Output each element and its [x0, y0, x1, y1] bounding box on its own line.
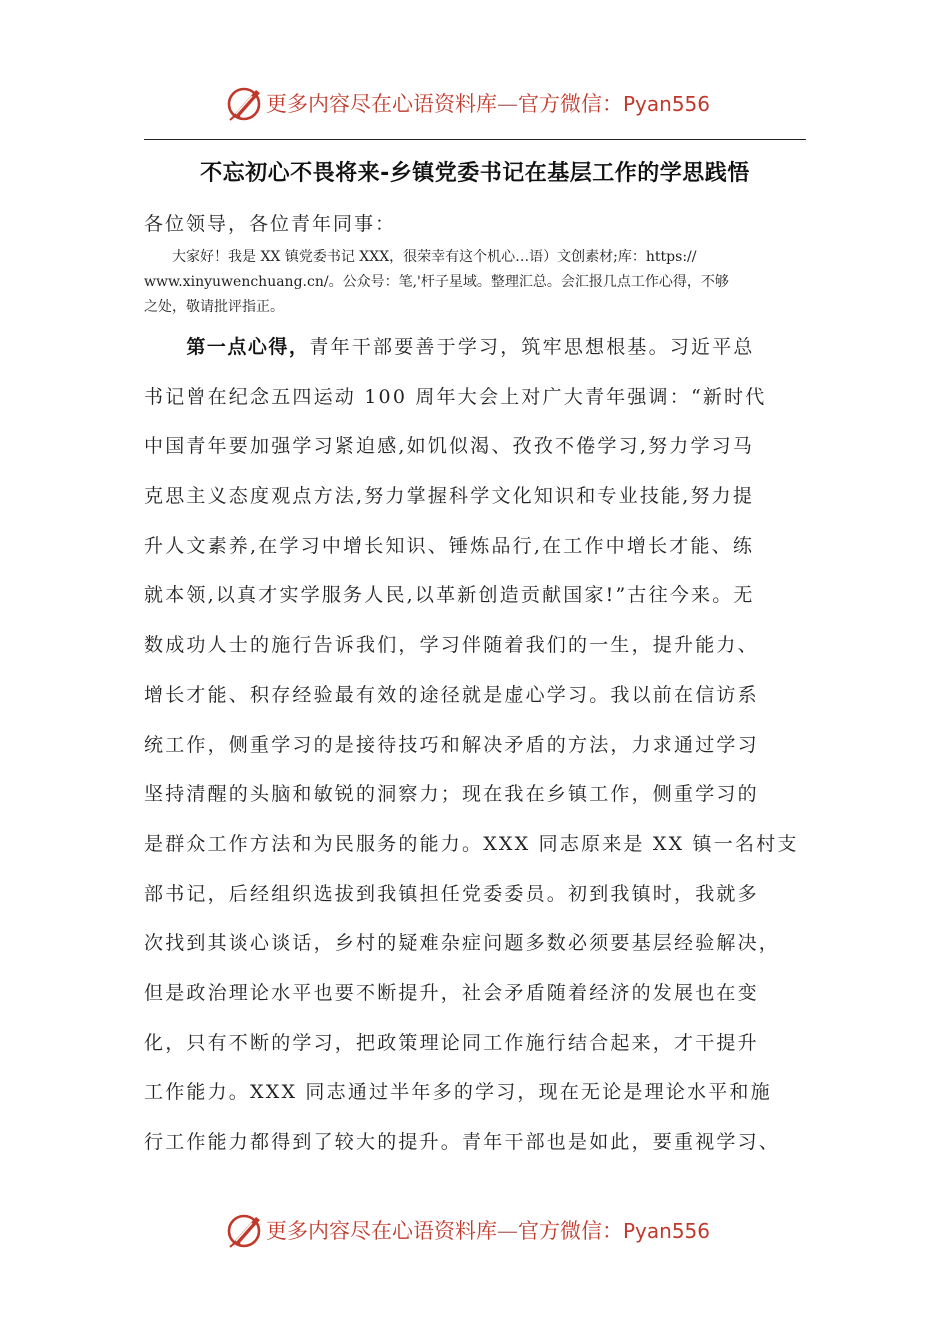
banner-main: 更多内容尽在心语资料库 — [266, 1219, 497, 1243]
intro-paragraph — [144, 245, 812, 320]
body-line: 中国青年要加强学习紧迫感,如饥似渴、孜孜不倦学习,努力学习马 — [144, 435, 755, 458]
body-first-rest: 青年干部要善于学习，筑牢思想根基。习近平总 — [309, 336, 755, 358]
body-line: 就本领,以真才实学服务人民,以革新创造贡献国家!”古往今来。无 — [144, 584, 755, 607]
banner-label: 官方微信： — [518, 92, 623, 116]
body-line: 是群众工作方法和为民服务的能力。XXX 同志原来是 XX 镇一名村支 — [144, 832, 799, 855]
header-rule — [144, 139, 806, 140]
body-line: 坚持清醒的头脑和敏锐的洞察力；现在我在乡镇工作，侧重学习的 — [144, 783, 759, 806]
intro-line: www.xinyuwenchuang.cn/。公众号：笔,'杆子星域。整理汇总。会汇报几点工作心得，不够 — [144, 274, 729, 290]
banner-dash: — — [497, 1219, 518, 1243]
body-line: 次找到其谈心谈话，乡村的疑难杂症问题多数必须要基层经验解决， — [144, 932, 781, 955]
body-line: 统工作，侧重学习的是接待技巧和解决矛盾的方法，力求通过学习 — [144, 733, 759, 756]
body-line: 数成功人士的施行告诉我们，学习伴随着我们的一生，提升能力、 — [144, 634, 759, 657]
intro-line: 之处，敬请批评指正。 — [144, 299, 284, 315]
body-line: 行工作能力都得到了较大的提升。青年干部也是如此，要重视学习、 — [144, 1131, 781, 1153]
banner-handle: Pyan556 — [623, 1219, 711, 1243]
banner-handle: Pyan556 — [623, 92, 711, 116]
lead-heading: 第一点心得， — [186, 336, 310, 358]
intro-line: 大家好！我是 XX 镇党委书记 XXX，很荣幸有这个机心…语）文创素材;库：https:// — [144, 249, 697, 265]
document-title: 不忘初心不畏将来-乡镇党委书记在基层工作的学思践悟 — [200, 161, 750, 186]
body-line: 升人文素养,在学习中增长知识、锤炼品行,在工作中增长才能、练 — [144, 534, 755, 557]
greeting: 各位领导，各位青年同事： — [144, 213, 397, 235]
banner-label: 官方微信： — [518, 1219, 623, 1243]
body-paragraph — [144, 332, 824, 1177]
body-line: 化，只有不断的学习，把政策理论同工作施行结合起来，才干提升 — [144, 1031, 759, 1054]
body-line: 增长才能、积存经验最有效的途径就是虚心学习。我以前在信访系 — [144, 683, 759, 706]
banner-text — [266, 1215, 710, 1245]
body-line: 部书记，后经组织选拔到我镇担任党委委员。初到我镇时，我就多 — [144, 882, 759, 905]
header-banner — [0, 78, 950, 128]
quill-logo-icon — [226, 84, 266, 124]
footer-banner — [0, 1205, 950, 1255]
body-line — [144, 332, 824, 382]
banner-main: 更多内容尽在心语资料库 — [266, 92, 497, 116]
body-line: 工作能力。XXX 同志通过半年多的学习，现在无论是理论水平和施 — [144, 1081, 772, 1104]
body-line: 书记曾在纪念五四运动 100 周年大会上对广大青年强调：“新时代 — [144, 385, 767, 408]
quill-logo-icon — [226, 1211, 266, 1251]
banner-dash: — — [497, 92, 518, 116]
body-line: 克思主义态度观点方法,努力掌握科学文化知识和专业技能,努力提 — [144, 485, 755, 508]
body-line: 但是政治理论水平也要不断提升，社会矛盾随着经济的发展也在变 — [144, 981, 759, 1004]
banner-text — [266, 88, 710, 118]
